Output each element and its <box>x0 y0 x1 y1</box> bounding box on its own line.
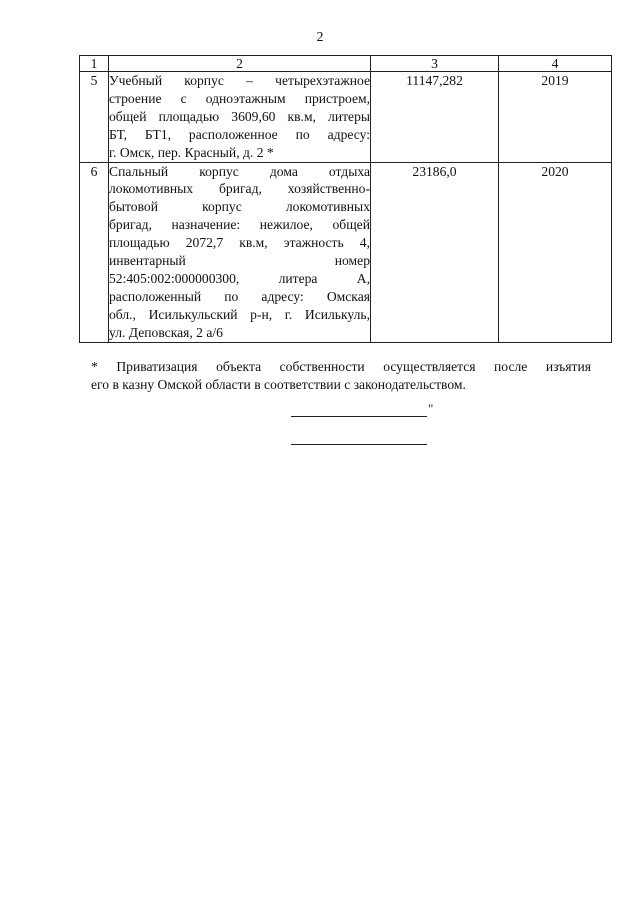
description-line: бригад, назначение: нежилое, общей <box>109 217 370 233</box>
property-value: 23186,0 <box>371 162 499 342</box>
description-line: инвентарный номер <box>109 253 370 269</box>
description-line: расположенный по адресу: Омская <box>109 288 370 304</box>
description-line: ул. Деповская, 2 а/6 <box>109 324 223 340</box>
description-line: площадью 2072,7 кв.м, этажность 4, <box>109 235 370 251</box>
table-header-row <box>80 56 612 72</box>
description-line: 52:405:002:000000300, литера А, <box>109 270 370 286</box>
footnote-line: его в казну Омской области в соответствии с законодательством. <box>91 377 466 392</box>
description-line: локомотивных бригад, хозяйственно- <box>109 181 370 197</box>
privatization-year: 2020 <box>499 162 612 342</box>
column-header: 2 <box>109 56 371 72</box>
footnote <box>91 358 591 394</box>
privatization-year: 2019 <box>499 72 612 163</box>
description-line: строение с одноэтажным пристроем, <box>109 90 370 106</box>
column-header: 4 <box>499 56 612 72</box>
table-row <box>80 72 612 163</box>
property-table <box>79 55 612 343</box>
description-line: Учебный корпус – четырехэтажное <box>109 73 370 88</box>
table-row <box>80 162 612 342</box>
description-line: бытовой корпус локомотивных <box>109 199 370 215</box>
description-line: БТ, БТ1, расположенное по адресу: <box>109 126 370 142</box>
column-header: 1 <box>80 56 109 72</box>
description-line: общей площадью 3609,60 кв.м, литеры <box>109 108 370 124</box>
row-number: 5 <box>80 72 109 163</box>
footnote-line: * Приватизация объекта собственности осуществляется после изъятия <box>91 359 591 374</box>
property-description <box>109 162 371 342</box>
separator-line <box>291 444 427 445</box>
page-number: 2 <box>316 30 324 45</box>
row-number: 6 <box>80 162 109 342</box>
separator-line <box>291 416 427 417</box>
property-value: 11147,282 <box>371 72 499 163</box>
description-line: г. Омск, пер. Красный, д. 2 * <box>109 144 274 160</box>
description-line: обл., Исилькульский р-н, г. Исилькуль, <box>109 306 370 322</box>
property-description <box>109 72 371 163</box>
description-line: Спальный корпус дома отдыха <box>109 163 370 179</box>
column-header: 3 <box>371 56 499 72</box>
closing-quote: " <box>428 401 434 416</box>
